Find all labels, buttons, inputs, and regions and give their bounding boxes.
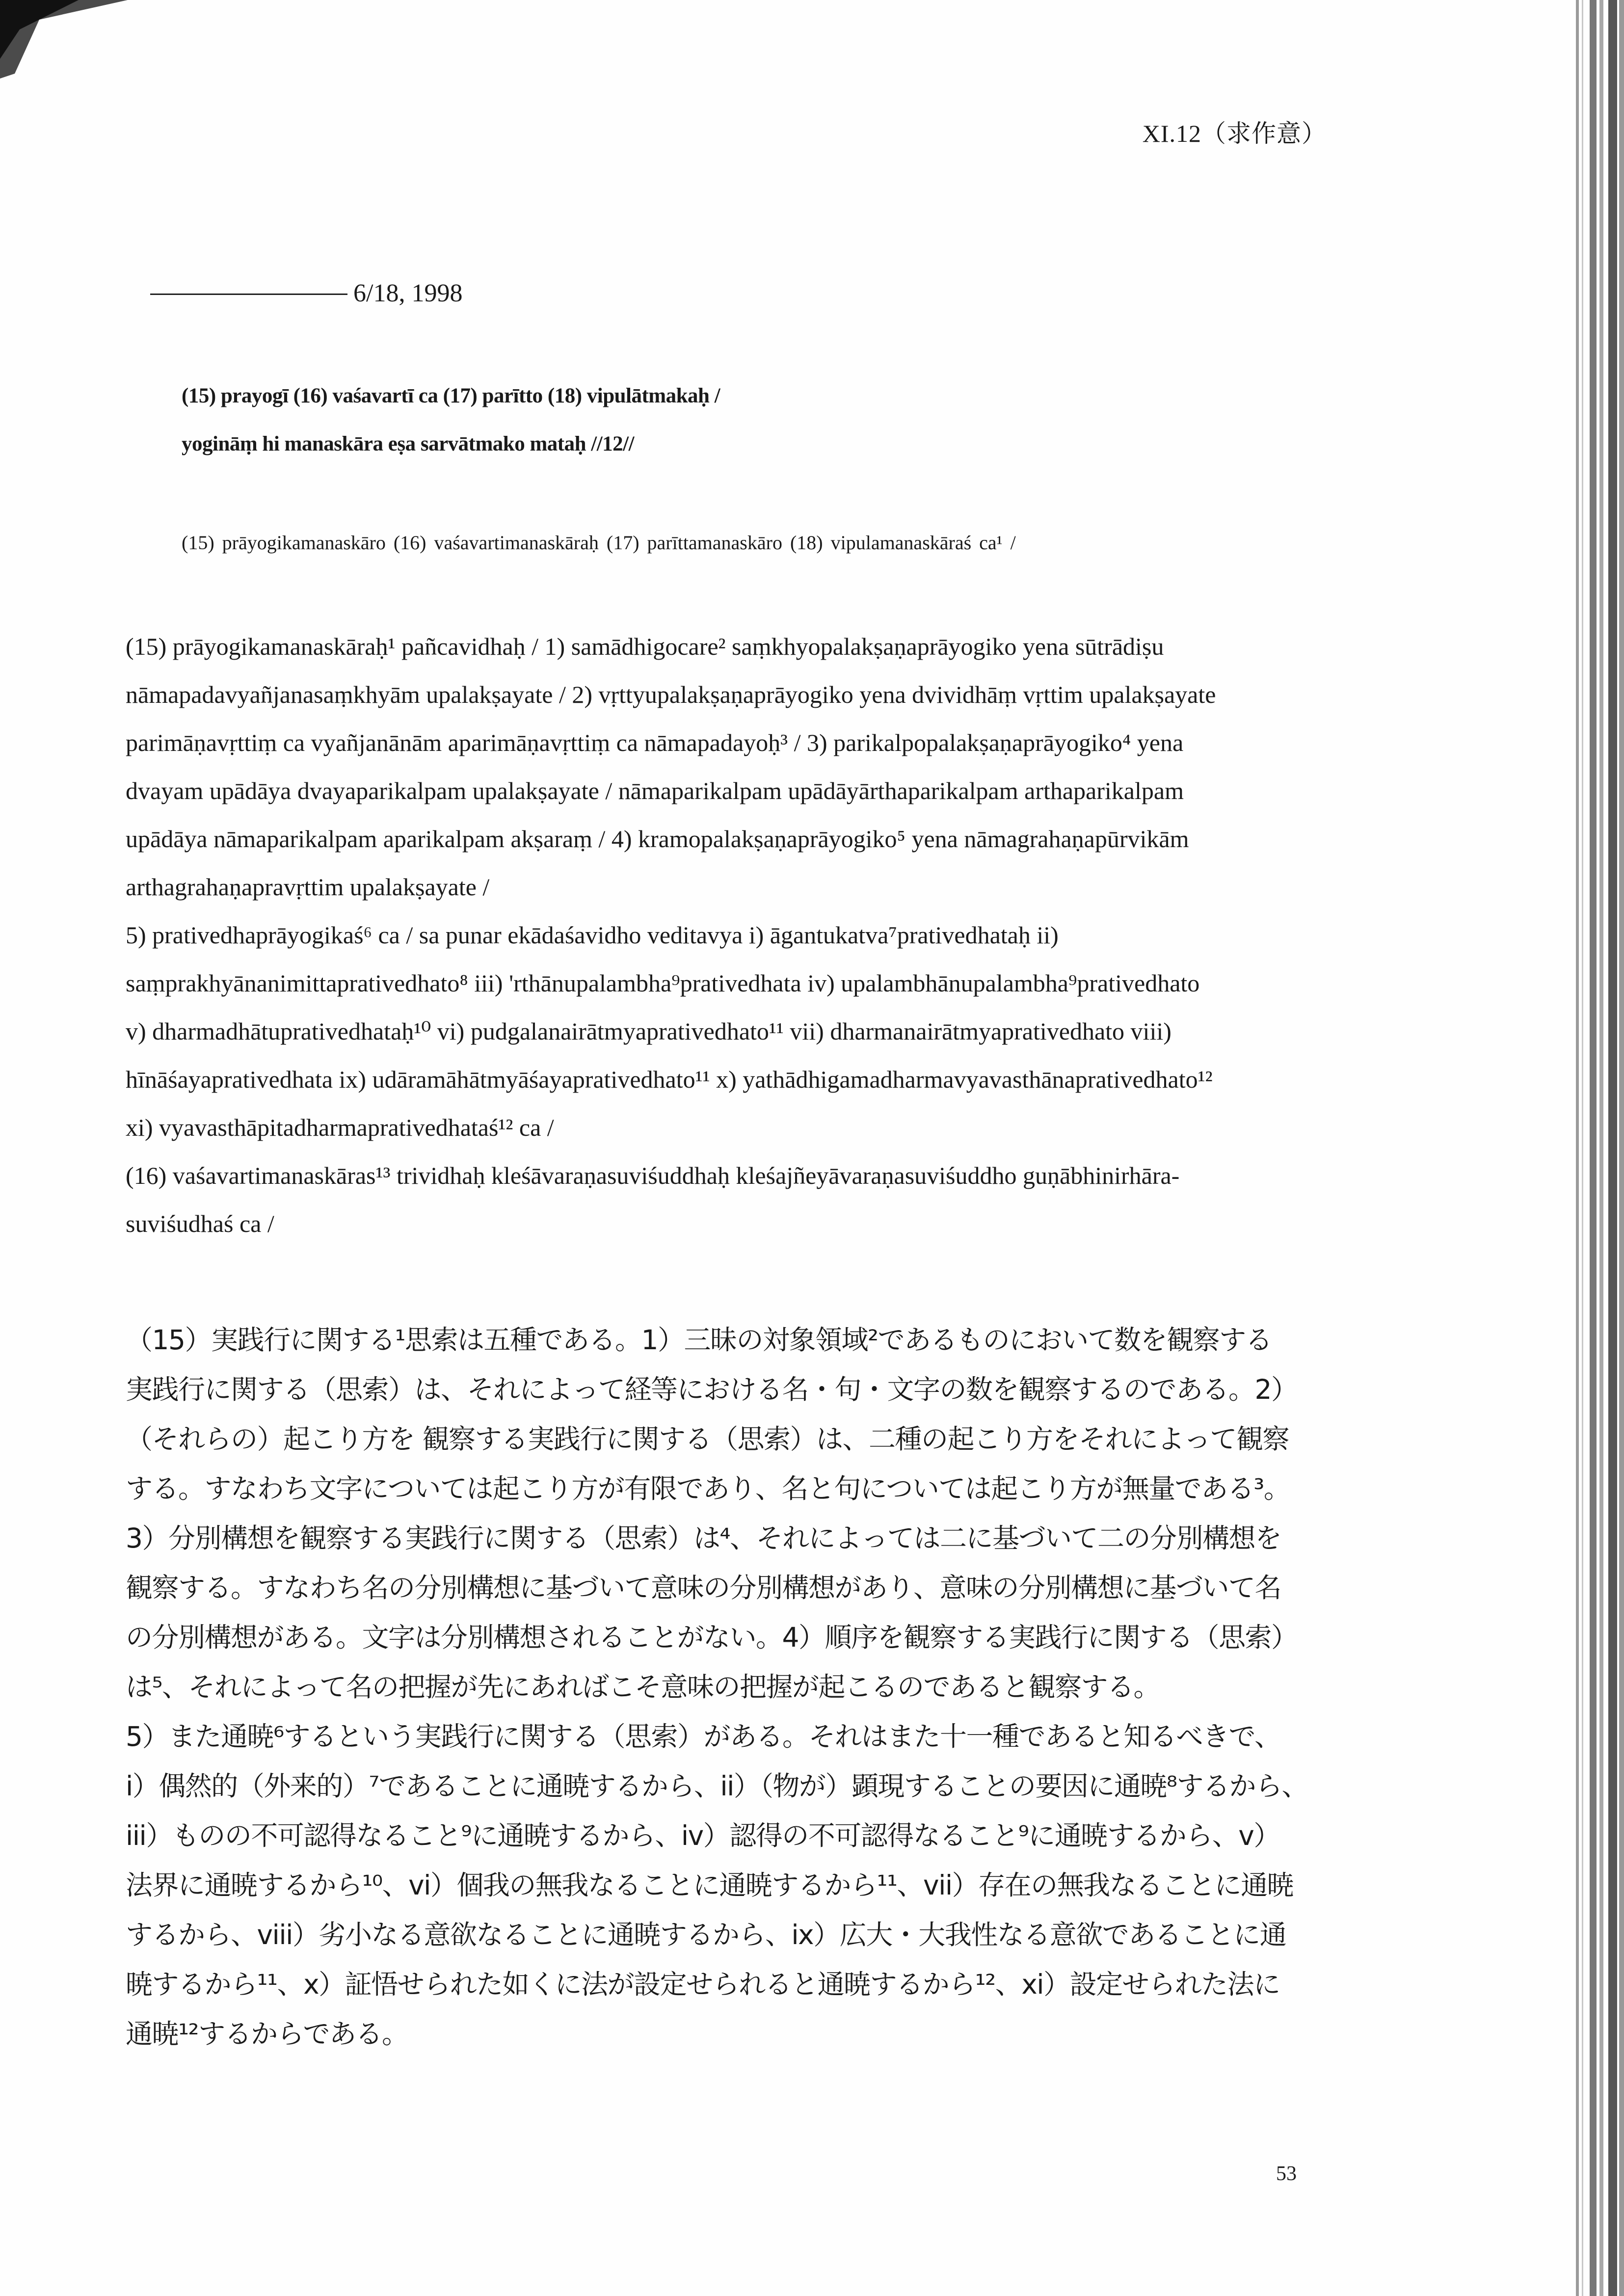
- japanese-line: iii）ものの不可認得なること⁹に通暁するから、iv）認得の不可認得なること⁹に通暁するから、v）: [126, 1820, 1280, 1851]
- page-number: 53: [1276, 2163, 1297, 2185]
- japanese-line: 法界に通暁するから¹⁰、vi）個我の無我なることに通暁するから¹¹、vii）存在の無我なることに通暁: [126, 1869, 1294, 1901]
- japanese-line: は⁵、それによって名の把握が先にあればこそ意味の把握が起こるのであると観察する。: [126, 1671, 1160, 1703]
- verse-line-2: yogināṃ hi manaskāra eṣa sarvātmako mataḥ //12//: [182, 432, 635, 455]
- sanskrit-text-block: [126, 622, 1313, 1248]
- sanskrit-line: upādāya nāmaparikalpam aparikalpam akṣaraṃ / 4) kramopalakṣaṇaprāyogiko⁵ yena nāmagrahaṇapūrvikām: [126, 825, 1189, 853]
- sanskrit-line: parimāṇavṛttiṃ ca vyañjanānām aparimāṇavṛttiṃ ca nāmapadayoḥ³ / 3) parikalpopalakṣaṇaprāyogiko⁴ yena: [126, 729, 1184, 756]
- japanese-line: 実践行に関する（思索）は、それによって経等における名・句・文字の数を観察するのである。2）: [126, 1374, 1298, 1405]
- japanese-line: 暁するから¹¹、x）証悟せられた如くに法が設定せられると通暁するから¹²、xi）設定せられた法に: [126, 1969, 1280, 2000]
- japanese-line: i）偶然的（外来的）⁷であることに通暁するから、ii）（物が）顕現することの要因に通暁⁸するから、: [126, 1770, 1308, 1802]
- sanskrit-line: xi) vyavasthāpitadharmaprativedhataś¹² ca /: [126, 1114, 554, 1141]
- date-text: 6/18, 1998: [353, 279, 463, 307]
- sanskrit-line: saṃprakhyānanimittaprativedhato⁸ iii) 'rthānupalambha⁹prativedhata iv) upalambhānupalambha⁹prativedhato: [126, 969, 1200, 997]
- scan-shadow-corner: [0, 0, 128, 79]
- japanese-line: 5）また通暁⁶するという実践行に関する（思索）がある。それはまた十一種であると知るべきで、: [126, 1721, 1281, 1752]
- sanskrit-line: nāmapadavyañjanasaṃkhyām upalakṣayate / 2) vṛttyupalakṣaṇaprāyogiko yena dvividhāṃ vṛttim upalakṣayate: [126, 681, 1216, 708]
- sanskrit-line: 5) prativedhaprāyogikaś⁶ ca / sa punar ekādaśavidho veditavya i) āgantukatva⁷prativedhataḥ ii): [126, 921, 1059, 949]
- japanese-line: する。すなわち文字については起こり方が有限であり、名と句については起こり方が無量である³。: [126, 1473, 1290, 1504]
- verse-line-1: (15) prayogī (16) vaśavartī ca (17) parītto (18) vipulātmakaḥ /: [182, 384, 720, 407]
- date-rule: [150, 294, 347, 295]
- sanskrit-line: (15) prāyogikamanaskāraḥ¹ pañcavidhaḥ / 1) samādhigocare² saṃkhyopalakṣaṇaprāyogiko yena sūtrādiṣu: [126, 633, 1164, 660]
- japanese-line: するから、viii）劣小なる意欲なることに通暁するから、ix）広大・大我性なる意欲であることに通: [126, 1919, 1286, 1950]
- sanskrit-line: hīnāśayaprativedhata ix) udāramāhātmyāśayaprativedhato¹¹ x) yathādhigamadharmavyavasthānaprativedhato¹²: [126, 1066, 1213, 1093]
- sanskrit-line: dvayam upādāya dvayaparikalpam upalakṣayate / nāmaparikalpam upādāyārthaparikalpam arthaparikalpam: [126, 777, 1184, 804]
- japanese-line: （それらの）起こり方を 観察する実践行に関する（思索）は、二種の起こり方をそれによって観察: [126, 1423, 1289, 1455]
- japanese-line: 3）分別構想を観察する実践行に関する（思索）は⁴、それによっては二に基づいて二の分別構想を: [126, 1522, 1281, 1554]
- japanese-line: （15）実践行に関する¹思索は五種である。1）三昧の対象領域²であるものにおいて数を観察する: [126, 1324, 1272, 1356]
- japanese-line: の分別構想がある。文字は分別構想されることがない。4）順序を観察する実践行に関する（思索）: [126, 1622, 1298, 1653]
- japanese-line: 通暁¹²するからである。: [126, 2018, 408, 2050]
- japanese-line: 観察する。すなわち名の分別構想に基づいて意味の分別構想があり、意味の分別構想に基づいて名: [126, 1572, 1281, 1603]
- sanskrit-line: suviśudhaś ca /: [126, 1210, 274, 1237]
- scan-shadow-edge: [1550, 0, 1624, 2296]
- japanese-translation-block: [126, 1315, 1313, 2059]
- sanskrit-line: arthagrahaṇapravṛttim upalakṣayate /: [126, 873, 490, 901]
- sanskrit-line: (16) vaśavartimanaskāras¹³ trividhaḥ kleśāvaraṇasuviśuddhaḥ kleśajñeyāvaraṇasuviśuddho guṇābhinirhāra-: [126, 1162, 1180, 1189]
- running-header: XI.12（求作意）: [1142, 120, 1327, 147]
- date-line: [150, 279, 462, 308]
- sanskrit-line: v) dharmadhātuprativedhataḥ¹⁰ vi) pudgalanairātmyaprativedhato¹¹ vii) dharmanairātmyaprativedhato viii): [126, 1017, 1171, 1045]
- commentary-line: (15) prāyogikamanaskāro (16) vaśavartimanaskāraḥ (17) parīttamanaskāro (18) vipulamanaskāraś ca¹ /: [182, 532, 1016, 554]
